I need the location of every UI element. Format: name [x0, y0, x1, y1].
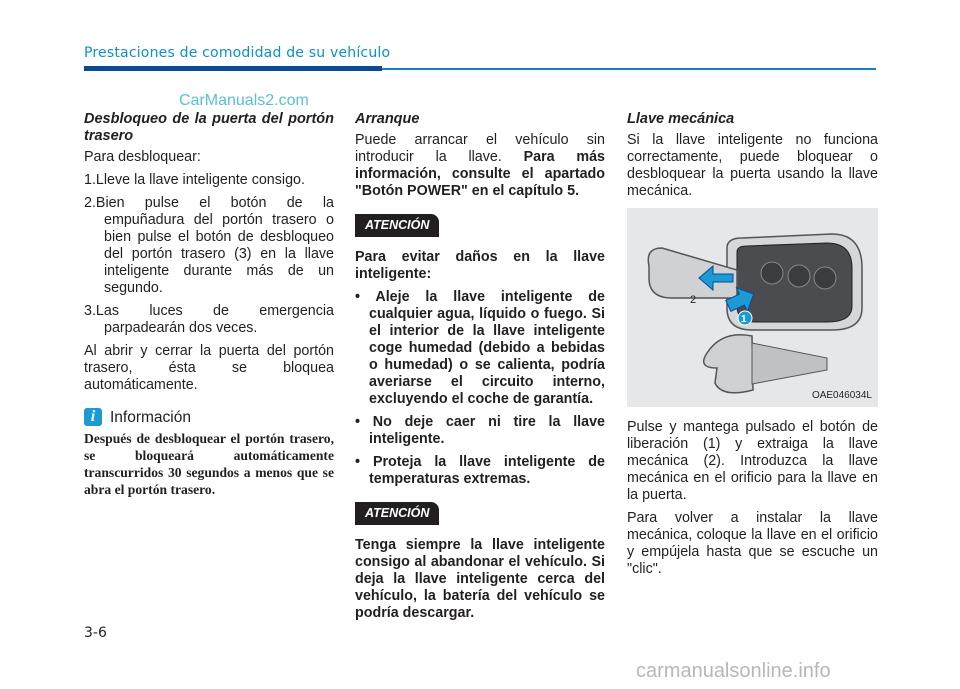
section-title: Prestaciones de comodidad de su vehículo	[84, 45, 391, 61]
page-number: 3-6	[84, 625, 107, 641]
smart-key-figure	[627, 208, 878, 407]
info-icon: i	[84, 408, 102, 426]
auto-lock-paragraph: Al abrir y cerrar la puerta del portón trasero, ésta se bloquea automáticamente.	[84, 343, 334, 393]
figure-label-2: 2	[690, 294, 697, 306]
heading-mechanical-key: Llave mecánica	[627, 111, 735, 127]
warning-2-text: Tenga siempre la llave inteligente consigo al abandonar el vehículo. Si deja la llave inteligente cerca del vehículo, la batería del vehículo se podría descargar.	[355, 537, 605, 621]
warning-intro: Para evitar daños en la llave inteligente:	[355, 249, 605, 282]
figure-code: OAE046034L	[811, 390, 872, 401]
column-right	[627, 111, 878, 584]
start-reference: Para más información, consulte el apartado "Botón POWER" en el capítulo 5.	[355, 149, 605, 199]
warning-bullet-2: • No deje caer ni tire la llave inteligente.	[355, 414, 606, 447]
warning-bullet-text: Aleje la llave inteligente de cualquier agua, líquido o fuego. Si el interior de la llave inteligente coge humedad (debido a bebidas o humedad) o se calienta, podría averiarse el circuito interno, excluyendo el coche de garantía.	[369, 289, 605, 407]
start-text: Puede arrancar el vehículo sin introducir la llave.	[355, 132, 605, 165]
column-middle	[355, 111, 605, 628]
step-3: 3.Las luces de emergencia parpadearán dos veces.	[84, 303, 334, 336]
header-rule	[382, 68, 876, 70]
warning-bullet-text: Proteja la llave inteligente de temperaturas extremas.	[369, 454, 605, 487]
watermark-bottom[interactable]: carmanualsonline.info	[636, 660, 831, 682]
mechanical-key-intro: Si la llave inteligente no funciona correctamente, puede bloquear o desbloquear la puerta usando la llave mecánica.	[627, 132, 878, 199]
attention-badge-2: ATENCIÓN	[355, 502, 439, 525]
attention-badge-1: ATENCIÓN	[355, 214, 439, 237]
warning-bullet-1: • Aleje la llave inteligente de cualquier agua, líquido o fuego. Si el interior de la llave inteligente coge humedad (debido a bebidas o humedad) o se calienta, podría averiarse el circuito interno, excluyendo el coche de garantía.	[355, 289, 605, 407]
step-2: 2.Bien pulse el botón de la empuñadura del portón trasero o bien pulse el botón de desbloqueo del portón trasero (3) en la llave inteligente durante más de un segundo.	[84, 195, 334, 296]
info-header	[84, 408, 334, 426]
warning-bullet-3: • Proteja la llave inteligente de temperaturas extremas.	[355, 454, 605, 487]
info-title: Información	[110, 408, 191, 426]
mechanical-key-reinstall: Para volver a instalar la llave mecánica, coloque la llave en el orificio y empújela hasta que se escuche un "clic".	[627, 510, 878, 577]
header-bar-dark	[84, 66, 382, 71]
unlock-intro: Para desbloquear:	[84, 149, 201, 165]
info-body: Después de desbloquear el portón trasero, se bloqueará automáticamente transcurridos 30 segundos a menos que se abra el portón trasero.	[84, 431, 334, 497]
column-left	[84, 111, 334, 504]
warning-bullet-text: No deje caer ni tire la llave inteligente.	[369, 414, 606, 447]
watermark-top[interactable]: CarManuals2.com	[179, 92, 309, 109]
smart-key-illustration	[627, 208, 878, 407]
heading-tailgate-unlock: Desbloqueo de la puerta del portón trasero	[84, 111, 334, 144]
step-1: 1.Lleve la llave inteligente consigo.	[84, 172, 305, 188]
start-paragraph	[355, 132, 605, 200]
figure-label-1: 1	[741, 314, 747, 325]
heading-start: Arranque	[355, 111, 420, 127]
mechanical-key-steps: Pulse y mantega pulsado el botón de liberación (1) y extraiga la llave mecánica (2). Introduzca la llave mecánica en el orificio para la llave en la puerta.	[627, 419, 878, 503]
